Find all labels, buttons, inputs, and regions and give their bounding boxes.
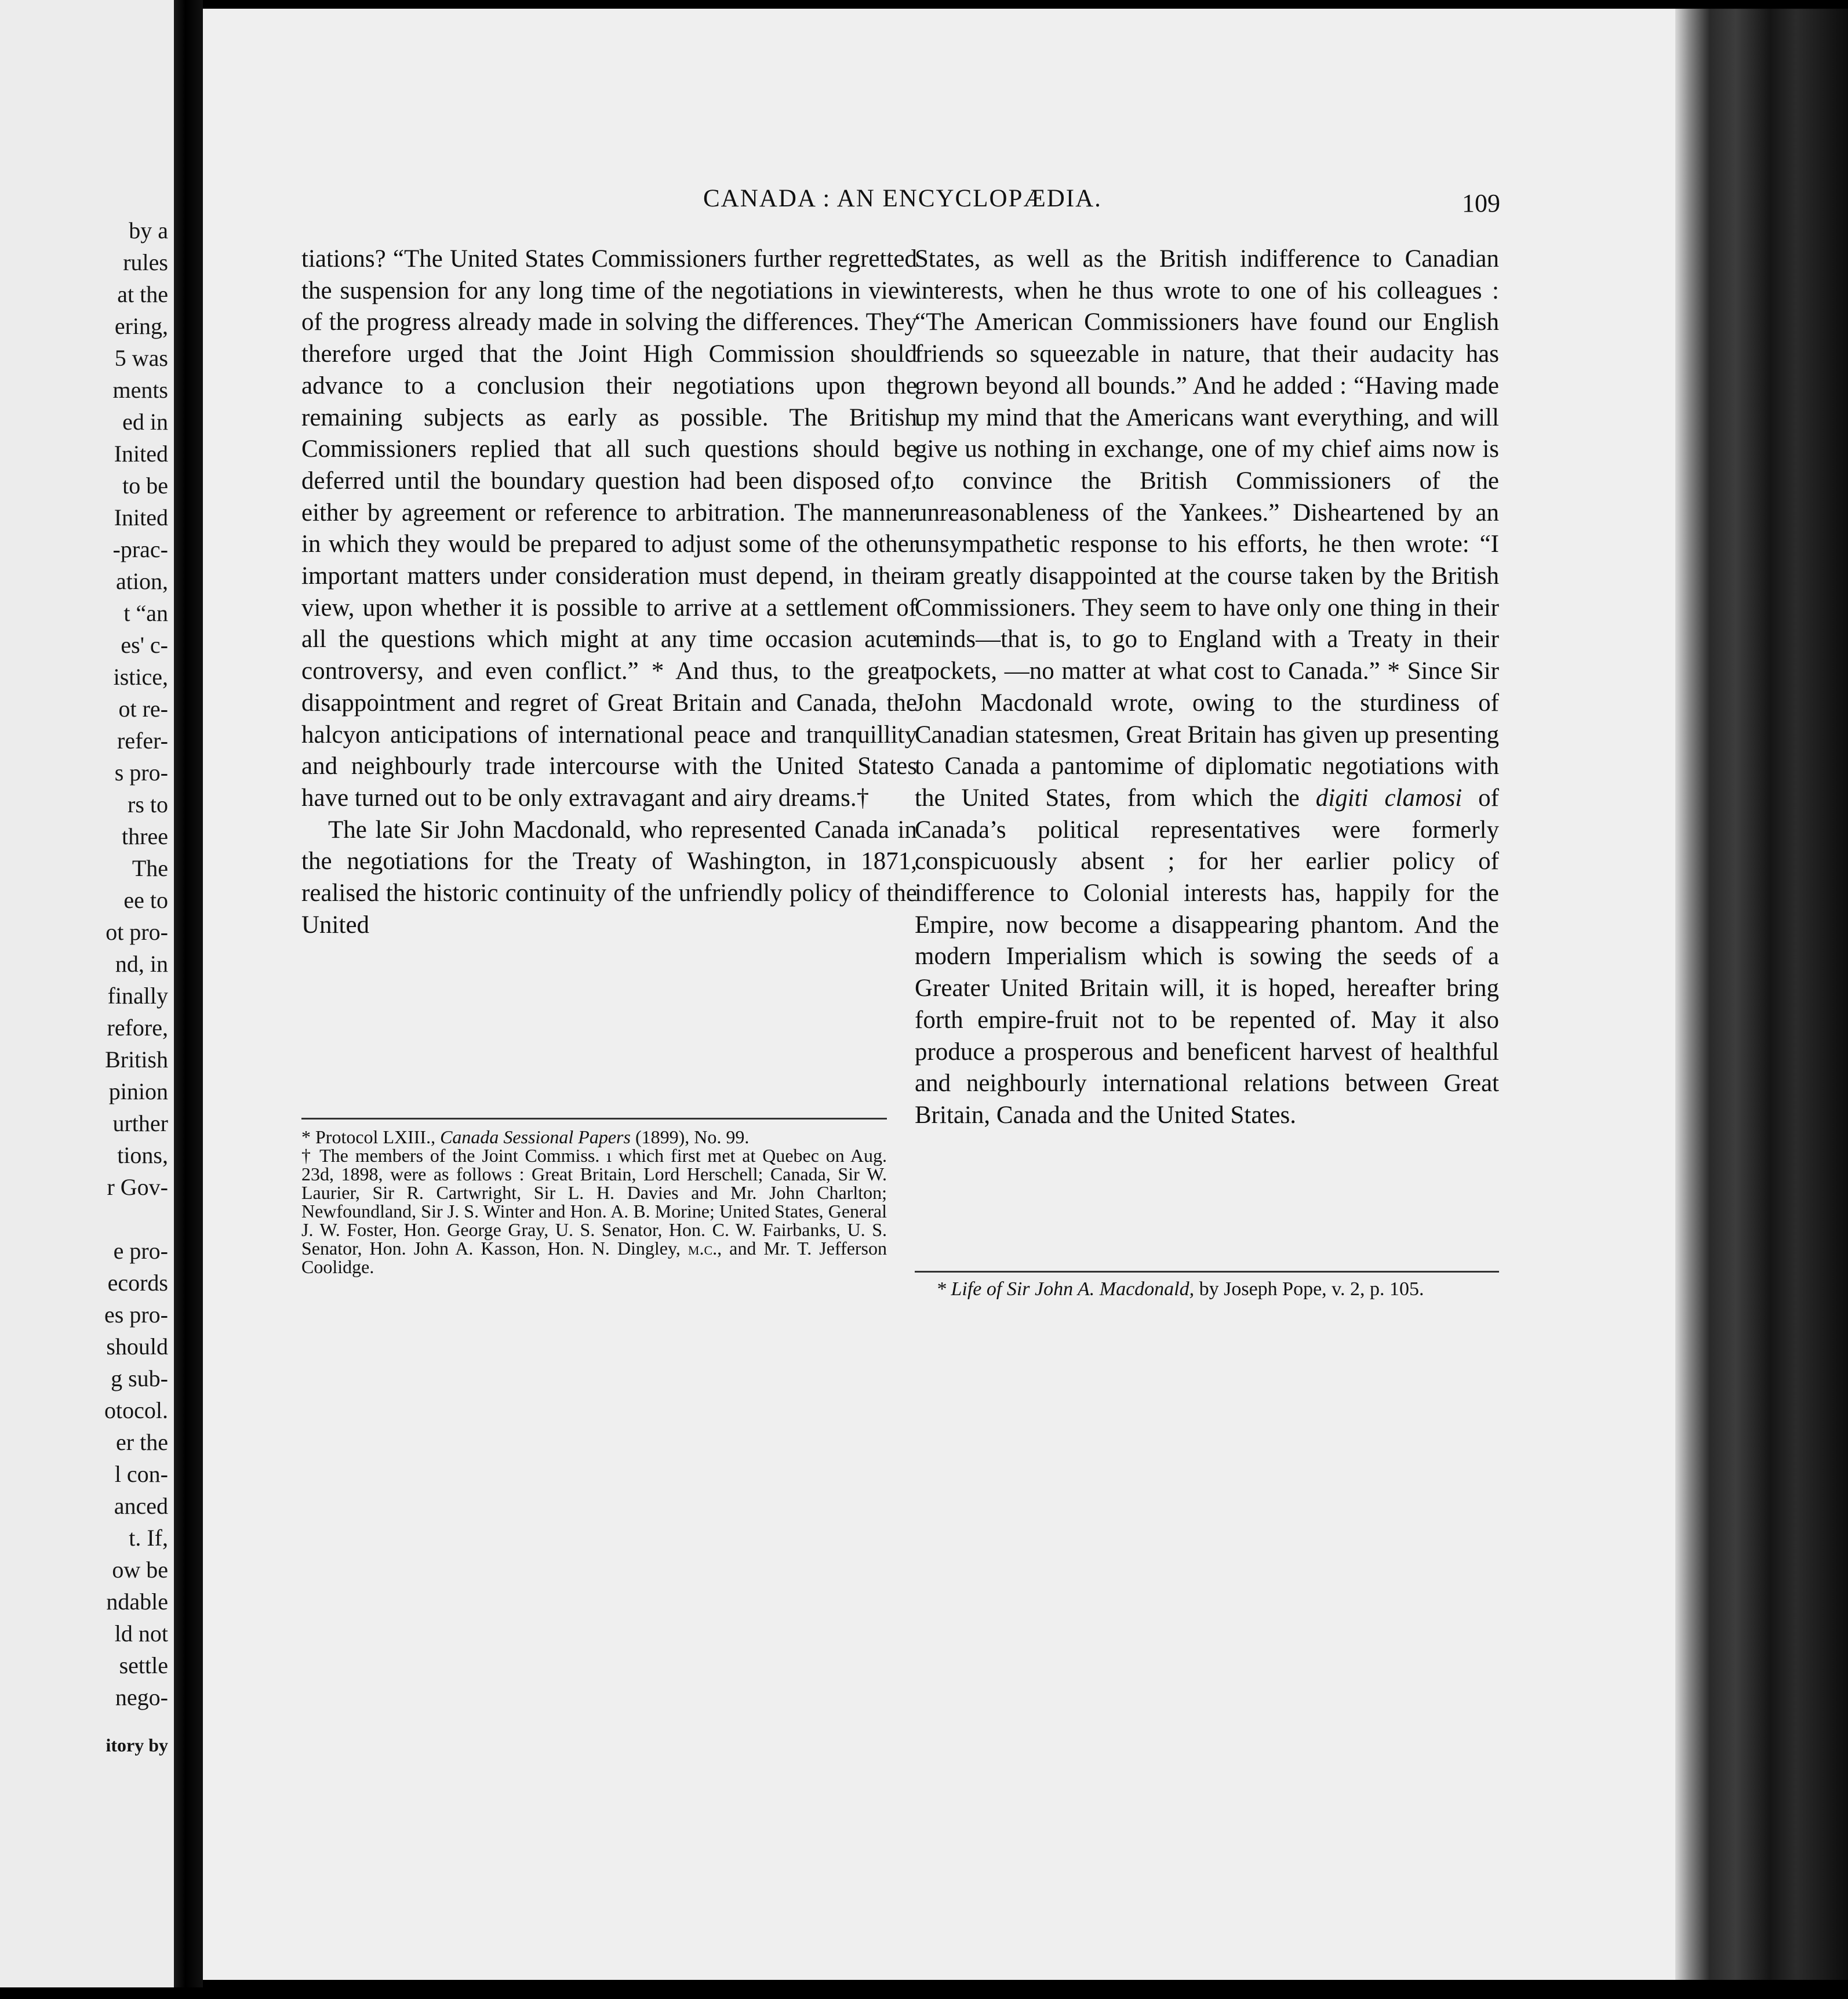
previous-page-line: The: [132, 855, 168, 881]
previous-page-line: nego-: [115, 1684, 168, 1710]
previous-page-line: ee to: [123, 887, 168, 913]
previous-page-line: to be: [122, 473, 168, 499]
previous-page-line: settle: [119, 1652, 168, 1678]
footnote-rule-right: [915, 1271, 1499, 1273]
previous-page-line: otocol.: [104, 1397, 168, 1423]
previous-page-line: ndable: [106, 1589, 168, 1615]
previous-page-line: three: [122, 823, 168, 849]
previous-page-line: ed in: [122, 409, 168, 435]
previous-page-line: ering,: [114, 313, 168, 339]
previous-page-line: istice,: [113, 664, 168, 690]
footnote-macdonald-life: * Life of Sir John A. Macdonald, by Joseph Pope, v. 2, p. 105.: [936, 1278, 1424, 1300]
left-paragraph-2: The late Sir John Macdonald, who represented Canada in the negotiations for the Treaty of Washington, in 1871, realised the historic continuity of the unfriendly policy of the United: [301, 816, 917, 939]
previous-page-line: rules: [123, 249, 168, 275]
running-head: CANADA : AN ENCYCLOPÆDIA.: [703, 185, 1102, 212]
footnote-protocol: * Protocol LXIII., Canada Sessional Papers (1899), No. 99.: [301, 1126, 750, 1147]
previous-page-line: ot re-: [118, 696, 168, 722]
previous-page-line: tions,: [117, 1142, 168, 1168]
previous-page-line: British: [105, 1046, 168, 1073]
previous-page-line: t “an: [123, 600, 168, 626]
right-text-part-1: States, as well as the British indifference to Canadian interests, when he thus wrote to one of his colleagues : “The American Commissioners have found our English friends so squeezable in nature, that their audacity has grown beyond all bounds.” And he added : “Having made up my mind that the Americans want everything, and will give us nothing in exchange, one of my chief aims now is to convince the British Commissioners of the unreasonableness of the Yankees.” Disheartened by an unsympathetic response to his efforts, he then wrote: “I am greatly disappointed at the course taken by the British Commissioners. They seem to have only one thing in their minds—that is, to go to England with a Treaty in their pockets, —no matter at what cost to Canada.” * Since Sir John Macdonald wrote, owing to the sturdiness of Canadian statesmen, Great Britain has given up presenting to Canada a pantomime of diplomatic negotiations with the United States, from which the: [915, 245, 1499, 812]
left-paragraph-1: tiations? “The United States Commissioners further regretted the suspension for any long time of the negotiations in view of the progress already made in solving the differences. They therefore urged that the Joint High Commission should advance to a conclusion their negotiations upon the remaining subjects as early as possible. The British Commissioners replied that all such questions should be deferred until the boundary question had been disposed of, either by agreement or reference to arbitration. The manner in which they would be prepared to adjust some of the other important matters under consideration must depend, in their view, upon whether it is possible to arrive at a settlement of all the questions which might at any time occasion acute controversy, and even conflict.” * And thus, to the great disappointment and regret of Great Britain and Canada, the halcyon anticipations of international peace and tranquillity and neighbourly trade intercourse with the United States have turned out to be only extravagant and airy dreams.†: [301, 245, 917, 812]
previous-page-line: finally: [107, 983, 168, 1009]
scan-border-bottom: [0, 1987, 1848, 1999]
footnote-commission-members: † The members of the Joint Commiss. ı which first met at Quebec on Aug. 23d, 1898, were as follows : Great Britain, Lord Herschell; Canada, Sir W. Laurier, Sir R. Cartwright, Sir L. H. Davies and Mr. John Charlton; Newfoundland, Sir J. S. Winter and Hon. A. B. Morine; United States, General J. W. Foster, Hon. George Gray, U. S. Senator, Hon. C. W. Fairbanks, U. S. Senator, Hon. John A. Kasson, Hon. N. Dingley, m.c., and Mr. T. Jefferson Coolidge.: [301, 1145, 887, 1277]
previous-page-line: Inited: [114, 441, 168, 467]
page-number: 109: [1462, 189, 1500, 217]
previous-page-line: es' c-: [121, 632, 168, 658]
column-left: [301, 243, 917, 941]
previous-page-line: nd, in: [115, 951, 168, 977]
previous-page-line: g sub-: [111, 1365, 168, 1391]
previous-page-line: e pro-: [113, 1238, 168, 1264]
previous-page-line: l con-: [114, 1461, 168, 1487]
previous-page-line: at the: [117, 281, 168, 307]
previous-page-line: rs to: [128, 791, 168, 817]
previous-page-line: t. If,: [129, 1525, 168, 1551]
previous-page-footnote: itory by: [106, 1735, 168, 1756]
right-paragraph: [915, 243, 1499, 1132]
previous-page-line: ation,: [116, 568, 168, 594]
previous-page-line: er the: [116, 1429, 168, 1455]
previous-page-line: s pro-: [114, 759, 168, 786]
previous-page-line: anced: [114, 1493, 168, 1519]
previous-page-line: -prac-: [112, 536, 168, 562]
column-right: [915, 243, 1499, 1132]
previous-page-line: urther: [112, 1110, 168, 1136]
book-gutter: [174, 0, 203, 1989]
previous-page-line: ot pro-: [106, 919, 168, 945]
footnotes-left: [301, 1128, 887, 1276]
previous-page-line: Inited: [114, 504, 168, 530]
previous-page-line: es pro-: [104, 1302, 168, 1328]
footnote-rule-left: [301, 1118, 887, 1120]
footnotes-right: [936, 1280, 1504, 1299]
previous-page-line: should: [106, 1333, 168, 1360]
previous-page-line: refer-: [117, 728, 168, 754]
previous-page-line: ecords: [107, 1270, 168, 1296]
previous-page-fragment: [0, 0, 174, 1989]
previous-page-line: ow be: [112, 1557, 168, 1583]
previous-page-line: 5 was: [114, 345, 168, 371]
previous-page-line: pinion: [108, 1078, 168, 1104]
previous-page-line: refore,: [107, 1015, 168, 1041]
italic-phrase: digiti clamosi: [1315, 784, 1463, 812]
previous-page-line: ld not: [114, 1620, 168, 1647]
page-edge-shadow: [1675, 9, 1848, 1980]
previous-page-line: r Gov-: [107, 1174, 168, 1200]
right-text-part-2: of Canada’s political representatives were formerly conspicuously absent ; for her earlier policy of indifference to Colonial interests has, happily for the Empire, now become a disappearing phantom. And the modern Imperialism which is sowing the seeds of a Greater United Britain will, it is hoped, hereafter bring forth empire-fruit not to be repented of. May it also produce a prosperous and beneficent harvest of healthful and neighbourly international relations between Great Britain, Canada and the United States.: [915, 784, 1499, 1129]
previous-page-line: by a: [129, 217, 168, 243]
previous-page-line: ments: [112, 377, 168, 403]
